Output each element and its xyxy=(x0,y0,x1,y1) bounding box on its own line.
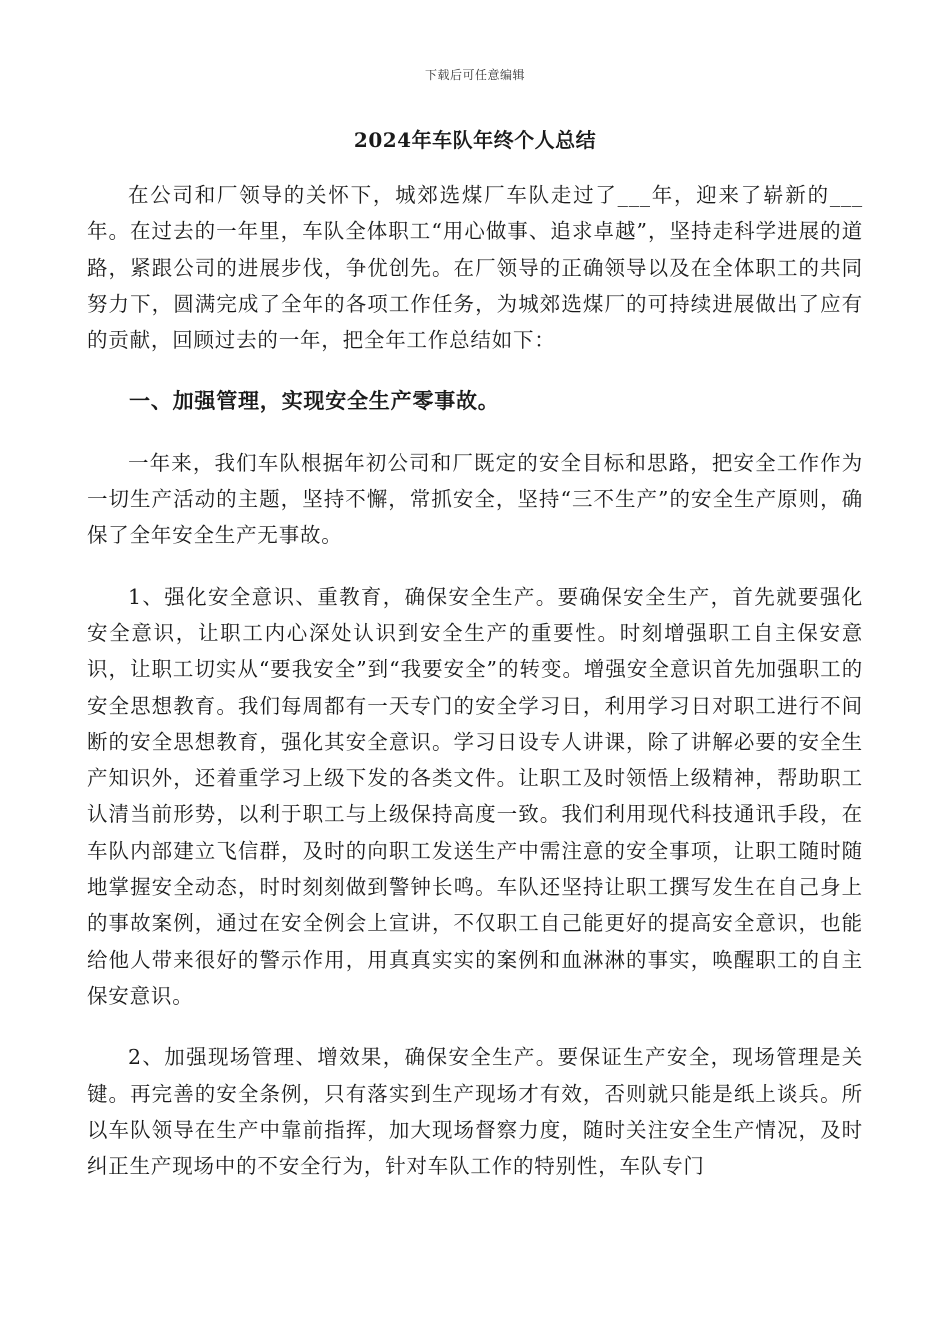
intro-paragraph: 在公司和厂领导的关怀下，城郊选煤厂车队走过了___年，迎来了崭新的___年。在过去的一年里，车队全体职工“用心做事、追求卓越”，坚持走科学进展的道路，紧跟公司的进展步伐，争优创先。在厂领导的正确领导以及在全体职工的共同努力下，圆满完成了全年的各项工作任务，为城郊选煤厂的可持续进展做出了应有的贡献，回顾过去的一年，把全年工作总结如下： xyxy=(87,183,863,353)
document-title: 2024年车队年终个人总结 xyxy=(353,128,597,152)
section-heading-1: 一、加强管理，实现安全生产零事故。 xyxy=(129,388,500,414)
paragraph-safety-awareness: 1、强化安全意识、重教育，确保安全生产。要确保安全生产，首先就要强化安全意识，让职工内心深处认识到安全生产的重要性。时刻增强职工自主保安意识，让职工切实从“要我安全”到“我要安全”的转变。增强安全意识首先加强职工的安全思想教育。我们每周都有一天专门的安全学习日，利用学习日对职工进行不间断的安全思想教育，强化其安全意识。学习日设专人讲课，除了讲解必要的安全生产知识外，还着重学习上级下发的各类文件。让职工及时领悟上级精神，帮助职工认清当前形势，以利于职工与上级保持高度一致。我们利用现代科技通讯手段，在车队内部建立飞信群，及时的向职工发送生产中需注意的安全事项，让职工随时随地掌握安全动态，时时刻刻做到警钟长鸣。车队还坚持让职工撰写发生在自己身上的事故案例，通过在安全例会上宣讲，不仅职工自己能更好的提高安全意识，也能给他人带来很好的警示作用，用真真实实的案例和血淋淋的事实，唤醒职工的自主保安意识。 xyxy=(87,584,863,1008)
paragraph-site-management: 2、加强现场管理、增效果，确保安全生产。要保证生产安全，现场管理是关键。再完善的安全条例，只有落实到生产现场才有效，否则就只能是纸上谈兵。所以车队领导在生产中靠前指挥，加大现场督察力度，随时关注安全生产情况，及时纠正生产现场中的不安全行为，针对车队工作的特别性，车队专门 xyxy=(87,1045,863,1179)
paragraph-safety-goals: 一年来，我们车队根据年初公司和厂既定的安全目标和思路，把安全工作作为一切生产活动的主题，坚持不懈，常抓安全，坚持“三不生产”的安全生产原则，确保了全年安全生产无事故。 xyxy=(87,450,863,548)
header-note: 下载后可任意编辑 xyxy=(424,68,525,82)
document-body xyxy=(87,177,863,1184)
